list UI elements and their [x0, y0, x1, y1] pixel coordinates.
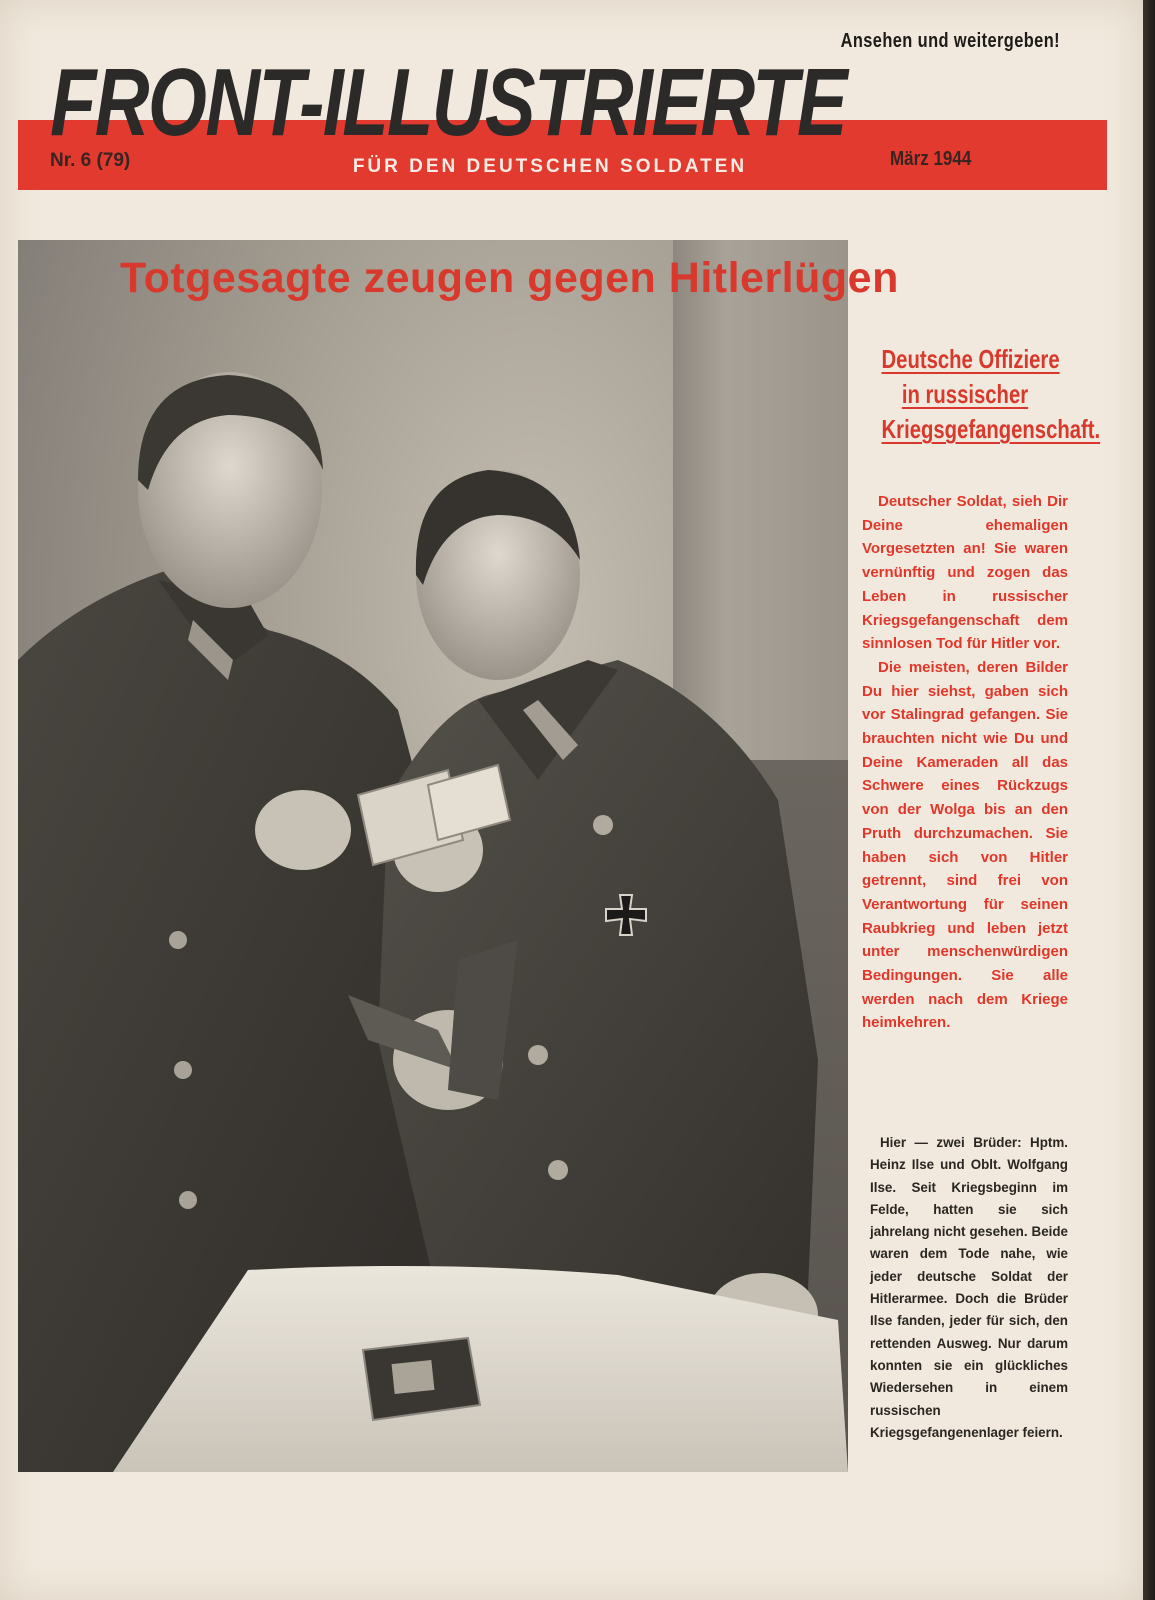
sidebar-paragraph: Die meisten, deren Bilder Du hier siehst, gaben sich vor Stalingrad gefangen. Sie brauchten nicht wie Du und Deine Kameraden all das Schwere eines Rückzugs von der Wolga bis an den Pruth durchzumachen. Sie haben sich von Hitler getrennt, sind frei von Verantwortung für seinen Raubkrieg und leben jetzt unter menschenwürdigen Bedingungen. Sie alle werden nach dem Kriege heimkehren.	[862, 658, 1068, 1032]
sidebar-paragraph: Deutscher Soldat, sieh Dir Deine ehemaligen Vorgesetzten an! Sie waren vernünftig und zogen das Leben in russischer Kriegsgefangenschaft dem sinnlosen Tod für Hitler vor.	[862, 493, 1068, 653]
sidebar-title-line: Kriegsgefangenschaft.	[881, 414, 1101, 444]
cover-photo	[18, 240, 848, 1472]
issue-number: Nr. 6 (79)	[50, 150, 131, 171]
tagline: Ansehen und weitergeben!	[840, 30, 1060, 52]
photo-caption: Hier — zwei Brüder: Hptm. Heinz Ilse und Oblt. Wolfgang Ilse. Seit Kriegsbeginn im Felde, hatten sie sich jahrelang nicht gesehen. Beide waren dem Tode nahe, wie jeder deutsche Soldat der Hitlerarmee. Doch die Brüder Ilse fanden, jeder für sich, den rettenden Ausweg. Nur darum konnten sie ein glückliches Wiedersehen in einem russischen Kriegsgefangenenlager feiern.	[870, 1135, 1068, 1440]
masthead-title: FRONT-ILLUSTRIERTE	[50, 49, 846, 156]
issue-date: März 1944	[890, 148, 972, 170]
sidebar-title-line: in russischer	[901, 379, 1029, 409]
sidebar-title	[858, 342, 1101, 452]
photo-illustration	[18, 240, 848, 1472]
sidebar-body	[862, 490, 1068, 1080]
masthead-subtitle: FÜR DEN DEUTSCHEN SOLDATEN	[352, 156, 748, 177]
headline: Totgesagte zeugen gegen Hitlerlügen	[120, 254, 899, 302]
sidebar-title-line: Deutsche Offiziere	[881, 344, 1060, 374]
page-edge	[1143, 0, 1155, 1600]
